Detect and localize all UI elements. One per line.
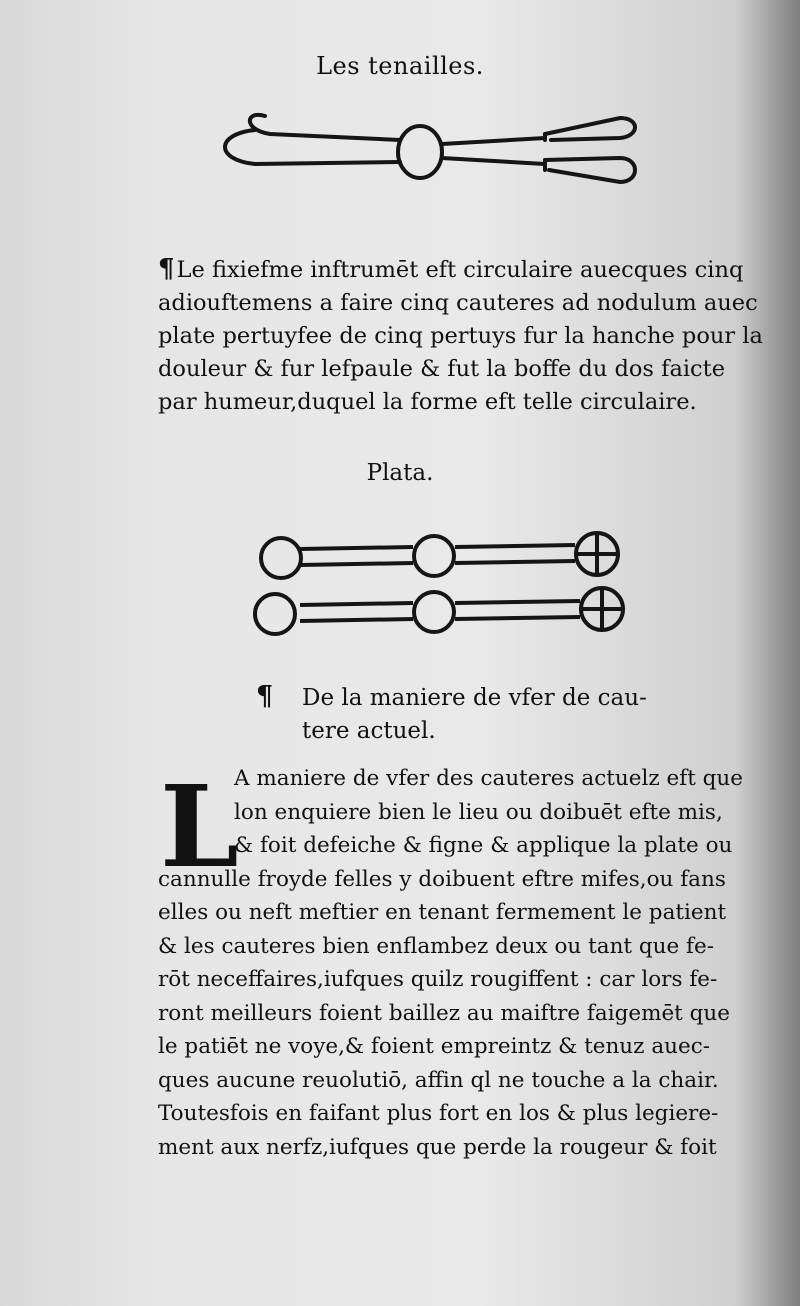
body-line: rōt neceffaires,iufques quilz rougiffent : car lors fe- xyxy=(158,967,718,992)
heading-line: De la maniere de vfer de cau- xyxy=(302,685,647,711)
body-line: ront meilleurs foient baillez au maiftre faigemēt que xyxy=(158,1000,730,1026)
body-line: & foit defeiche & figne & applique la plate ou xyxy=(234,833,733,858)
tongs-illustration xyxy=(215,100,645,190)
paragraph-instrument-description xyxy=(158,253,768,419)
body-line: & les cauteres bien enflambez deux ou tant que fe- xyxy=(158,933,714,959)
pilcrow-mark: ¶ xyxy=(158,254,175,284)
body-line: elles ou neft meftier en tenant fermement le patient xyxy=(158,900,727,925)
body-line: Toutesfois en faifant plus fort en los & plus legiere- xyxy=(158,1101,719,1126)
paragraph-line: adiouftemens a faire cinq cauteres ad nodulum auec xyxy=(158,290,758,316)
paragraph-line: douleur & fur lefpaule & fut la boffe du dos faicte xyxy=(158,356,726,382)
body-line: cannulle froyde felles y doibuent eftre mifes,ou fans xyxy=(158,866,726,892)
drop-cap: L xyxy=(160,762,239,893)
heading-line: tere actuel. xyxy=(302,718,436,744)
paragraph-line: par humeur,duquel la forme eft telle circulaire. xyxy=(158,389,697,415)
paragraph-text: Le fixiefme inftrumēt eft circulaire auecques cinq xyxy=(176,257,744,283)
body-line: le patiēt ne voye,& foient empreintz & tenuz auec- xyxy=(158,1034,711,1059)
plata-label: Plata. xyxy=(366,460,434,486)
pilcrow-mark: ¶ xyxy=(256,681,274,712)
body-line: A maniere de vfer des cauteres actuelz eft que xyxy=(234,766,743,791)
body-text xyxy=(158,762,768,1164)
body-line: lon enquiere bien le lieu ou doibuēt efte mis, xyxy=(234,799,723,825)
paragraph-line xyxy=(158,253,768,287)
section-heading xyxy=(256,681,682,748)
page-title: Les tenailles. xyxy=(316,52,484,80)
body-line: ment aux nerfz,iufques que perde la rougeur & foit xyxy=(158,1134,717,1160)
body-line: ques aucune reuolutiō, affin ql ne touche a la chair. xyxy=(158,1067,719,1093)
plata-illustration xyxy=(245,525,635,645)
paragraph-line: plate pertuyfee de cinq pertuys fur la hanche pour la xyxy=(158,323,763,349)
